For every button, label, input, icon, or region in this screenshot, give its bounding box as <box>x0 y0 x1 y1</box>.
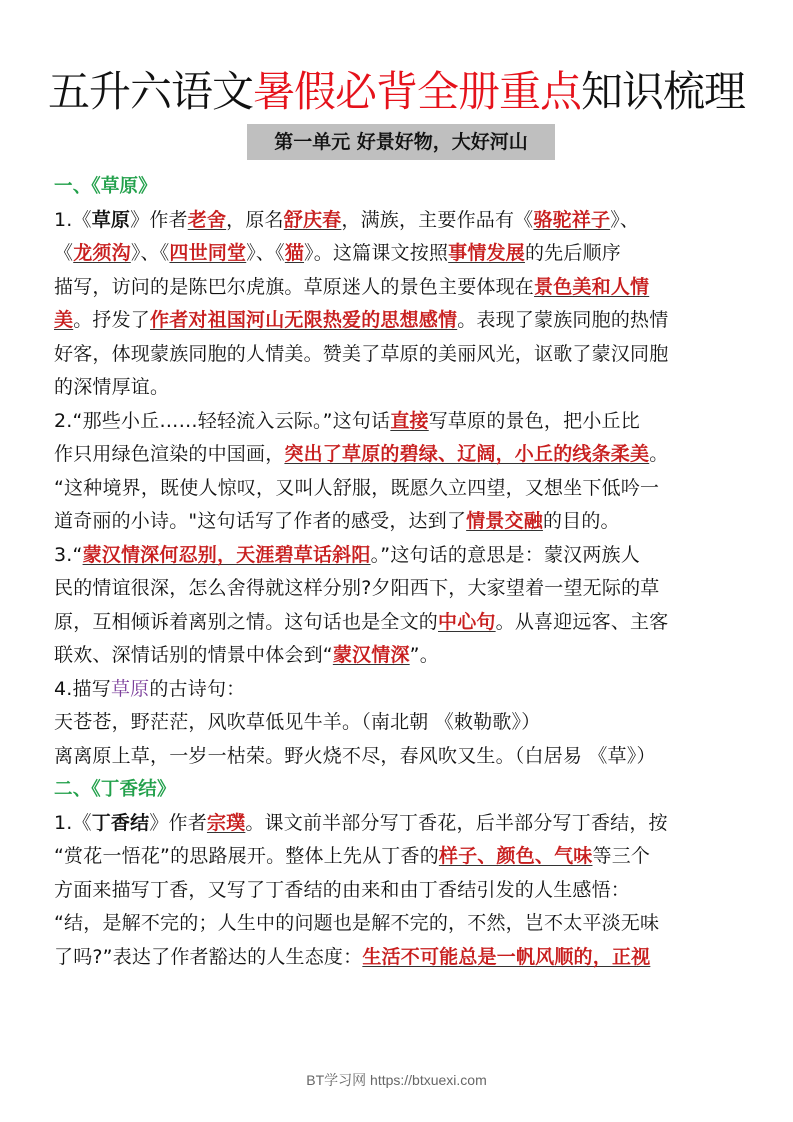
text-line <box>54 204 744 238</box>
text-run: 1.《 <box>54 208 92 231</box>
text-run: 的目的。 <box>542 510 620 532</box>
document-title <box>0 64 793 120</box>
title-suffix: 知识梳理 <box>581 67 746 116</box>
text-run: 。抒发了 <box>73 309 151 331</box>
text-line <box>54 840 744 874</box>
text-line <box>54 874 744 908</box>
text-line <box>54 673 744 707</box>
text-line <box>54 807 744 841</box>
unit-banner: 第一单元 好景好物，大好河山 <box>247 124 555 160</box>
text-run: “这种境界，既使人惊叹，又叫人舒服，既愿久立四望，又想坐下低吟一 <box>54 476 660 499</box>
key-point: 情景交融 <box>466 510 543 532</box>
text-line <box>54 606 744 640</box>
key-point: 事情发展 <box>448 242 525 264</box>
key-point: 美 <box>54 309 74 331</box>
text-run: ，满族，主要作品有《 <box>341 208 534 231</box>
text-run: 》、《 <box>246 242 285 264</box>
text-run: 3.“ <box>54 543 83 566</box>
text-run: 》、 <box>610 208 640 231</box>
purple-term: 草原 <box>110 677 150 700</box>
text-run: 的深情厚谊。 <box>54 376 170 398</box>
text-run: 等三个 <box>592 845 651 867</box>
text-run: ”。 <box>409 644 439 666</box>
text-line <box>54 706 744 740</box>
key-point: 中心句 <box>438 610 496 633</box>
text-line <box>54 371 744 405</box>
title-highlight: 暑假必背全册重点 <box>252 67 581 116</box>
key-point: 直接 <box>390 409 429 432</box>
bold-term: 草原 <box>91 208 131 231</box>
text-line <box>54 271 744 305</box>
text-run: 《 <box>54 242 74 264</box>
text-run: ，原名 <box>226 208 284 231</box>
text-line <box>54 572 744 606</box>
key-point: 宗璞 <box>206 811 246 834</box>
text-line <box>54 405 744 439</box>
text-line <box>54 539 744 573</box>
text-run: 作只用绿色渲染的中国画， <box>54 443 285 465</box>
key-point: 蒙汉情深何忍别，天涯碧草话斜阳 <box>82 543 371 566</box>
text-run: 1.《 <box>54 811 92 834</box>
key-point: 景色美和人情 <box>534 275 650 298</box>
text-run: 原，互相倾诉着离别之情。这句话也是全文的 <box>54 610 439 633</box>
text-line <box>54 907 744 941</box>
text-line <box>54 438 744 472</box>
text-run: 方面来描写丁香，又写了丁香结的由来和由丁香结引发的人生感悟： <box>54 878 631 901</box>
footer-watermark: BT学习网 https://btxuexi.com <box>306 1072 487 1088</box>
text-run: 。课文前半部分写丁香花，后半部分写丁香结，按 <box>245 811 668 834</box>
key-point: 突出了草原的碧绿、辽阔，小丘的线条柔美 <box>284 443 650 465</box>
text-run: 联欢、深情话别的情景中体会到“ <box>54 644 333 666</box>
text-line <box>54 941 744 975</box>
text-run: 。表现了蒙族同胞的热情 <box>457 309 669 331</box>
text-run: 好客，体现蒙族同胞的人情美。赞美了草原的美丽风光，讴歌了蒙汉同胞 <box>54 342 669 365</box>
text-run: 描写，访问的是陈巴尔虎旗。草原迷人的景色主要体现在 <box>54 275 535 298</box>
text-line <box>54 740 744 774</box>
text-run: 4.描写 <box>54 677 111 700</box>
text-run: 。”这句话的意思是：蒙汉两族人 <box>370 543 640 566</box>
text-line <box>54 505 744 539</box>
text-run: “结，是解不完的；人生中的问题也是解不完的，不然，岂不太平淡无味 <box>54 912 660 934</box>
bold-term: 丁香结 <box>91 811 150 834</box>
document-body <box>54 170 744 974</box>
text-line <box>54 472 744 506</box>
key-point: 老舍 <box>187 208 227 231</box>
text-run: 天苍苍，野茫茫，风吹草低见牛羊。（南北朝 《敕勒歌》） <box>54 711 541 733</box>
section-heading: 二、《丁香结》 <box>54 779 176 800</box>
text-run: 写草原的景色，把小丘比 <box>428 409 640 432</box>
text-run: 民的情谊很深，怎么舍得就这样分别?夕阳西下，大家望着一望无际的草 <box>54 577 660 599</box>
text-run: 》、《 <box>130 242 170 264</box>
key-point: 舒庆春 <box>283 208 342 231</box>
key-point: 生活不可能总是一帆风顺的，正视 <box>362 945 651 968</box>
key-point: 蒙汉情深 <box>332 644 410 666</box>
key-point: 作者对祖国河山无限热爱的思想感情 <box>150 309 458 331</box>
text-run: 》。这篇课文按照 <box>304 242 449 264</box>
key-point: 骆驼祥子 <box>533 208 611 231</box>
section-heading: 一、《草原》 <box>54 176 157 197</box>
key-point: 猫 <box>284 242 305 264</box>
text-run: “赏花一悟花”的思路展开。整体上先从丁香的 <box>54 845 439 867</box>
text-run: 了吗?”表达了作者豁达的人生态度： <box>54 945 363 968</box>
text-run: 。 <box>649 443 669 465</box>
title-prefix: 五升六语文 <box>47 67 253 116</box>
text-run: 的先后顺序 <box>524 242 621 264</box>
text-run: 》作者 <box>130 208 188 231</box>
text-run: 的古诗句： <box>149 677 246 700</box>
text-run: 。从喜迎远客、主客 <box>495 610 669 633</box>
text-line <box>54 338 744 372</box>
key-point: 龙须沟 <box>73 242 131 264</box>
text-run: 2.“那些小丘……轻轻流入云际。”这句话 <box>54 409 391 432</box>
text-line <box>54 237 744 271</box>
text-line <box>54 304 744 338</box>
key-point: 样子、颜色、气味 <box>438 845 593 867</box>
text-line <box>54 639 744 673</box>
text-run: 》作者 <box>149 811 207 834</box>
text-run: 离离原上草，一岁一枯荣。野火烧不尽，春风吹又生。（白居易 《草》） <box>54 744 656 767</box>
key-point: 四世同堂 <box>169 242 247 264</box>
text-run: 道奇丽的小诗。"这句话写了作者的感受，达到了 <box>54 510 467 532</box>
